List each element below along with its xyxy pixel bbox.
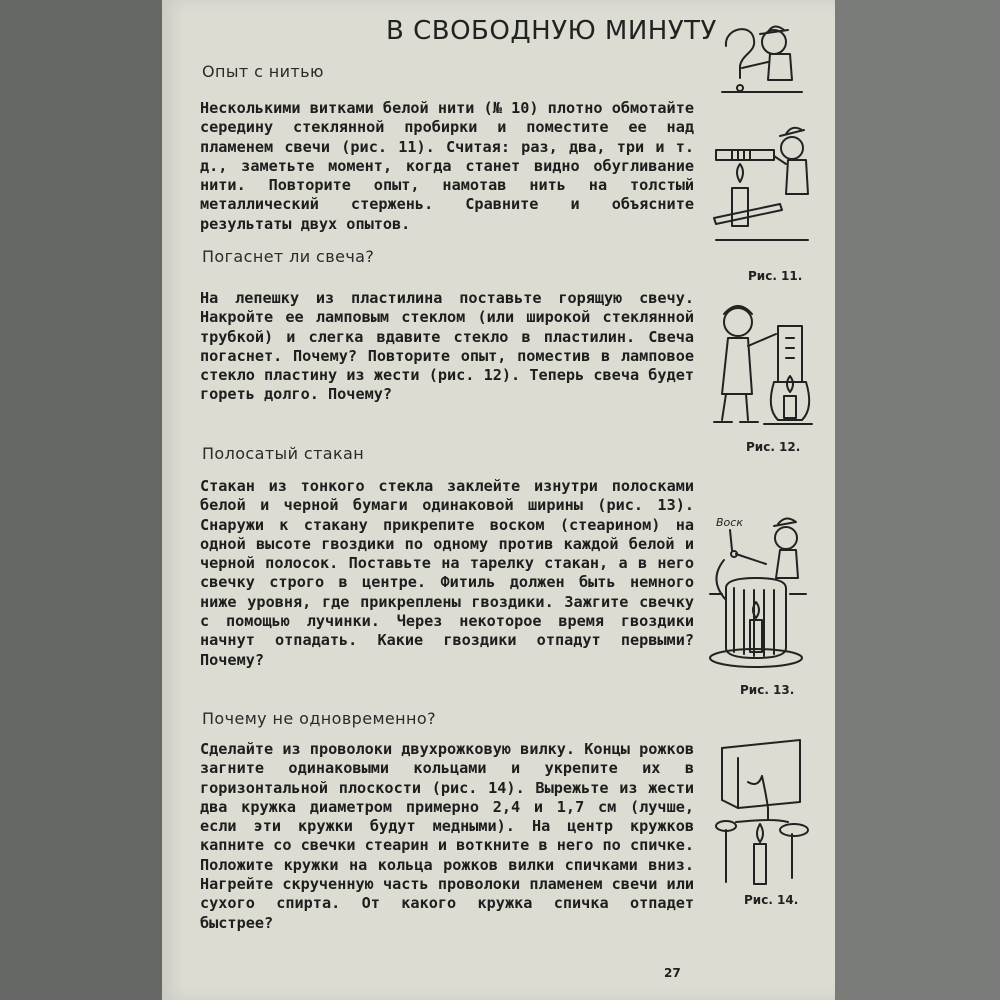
figure-14-caption: Рис. 14. <box>744 893 799 907</box>
right-background <box>835 0 1000 1000</box>
figure-14-wire-fork <box>708 738 812 890</box>
section-text-thread: Несколькими витками белой нити (№ 10) плотно обмотайте середину стеклянной пробирки и поместите ее над пламенем свечи (рис. 11). Считая: раз, два, три и т. д., заметьте момент, когда станет видно обугливание нити. Повторите опыт, намотав нить на толстый металлический стержень. Сравните и объясните результаты двух опытов. <box>200 99 694 233</box>
figure-11-thread-experiment <box>712 118 814 248</box>
figure-13-label-wax: Воск <box>716 516 743 529</box>
figure-11-caption: Рис. 11. <box>748 269 803 283</box>
section-heading-fork: Почему не одновременно? <box>202 709 436 728</box>
figure-12-caption: Рис. 12. <box>746 440 801 454</box>
page-title: В СВОБОДНУЮ МИНУТУ <box>386 16 717 46</box>
page-number: 27 <box>664 966 681 980</box>
section-heading-glass: Полосатый стакан <box>202 444 365 463</box>
question-mark-illustration <box>712 18 812 100</box>
figure-13-caption: Рис. 13. <box>740 683 795 697</box>
section-heading-thread: Опыт с нитью <box>202 62 324 81</box>
section-heading-candle: Погаснет ли свеча? <box>202 247 375 266</box>
section-text-fork: Сделайте из проволоки двухрожковую вилку. Концы рожков загните одинаковыми кольцами и укрепите их в горизонтальной плоскости (рис. 14). Вырежьте из жести два кружка диаметром примерно 2,4 и 1,7 см (лучше, если эти кружки будут медными). На центр кружков капните со свечки стеарин и воткните в него по спичке. Положите кружки на кольца рожков вилки спичками вниз. Нагрейте скрученную часть проволоки пламенем свечи или сухого спирта. От какого кружка спичка отпадет быстрее? <box>200 740 694 932</box>
left-page-edge <box>0 0 162 1000</box>
section-text-glass: Стакан из тонкого стекла заклейте изнутри полосками белой и черной бумаги одинаковой ширины (рис. 13). Снаружи к стакану прикрепите воском (стеарином) на одной высоте гвоздики по одному против каждой белой и черной полосок. Поставьте на тарелку стакан, а в него свечку строго в центре. Фитиль должен быть немного ниже уровня, где прикреплены гвоздики. Зажгите свечку с помощью лучинки. Через некоторое время гвоздики начнут отпадать. Какие гвоздики отпадут первыми? Почему? <box>200 477 694 669</box>
figure-13-striped-glass <box>706 508 816 670</box>
section-text-candle: На лепешку из пластилина поставьте горящую свечу. Накройте ее ламповым стеклом (или широкой стеклянной трубкой) и слегка вдавите стекло в пластилин. Свеча погаснет. Почему? Повторите опыт, поместив в ламповое стекло пластину из жести (рис. 12). Теперь свеча будет гореть долго. Почему? <box>200 289 694 404</box>
figure-12-candle-lamp-glass <box>708 296 816 432</box>
